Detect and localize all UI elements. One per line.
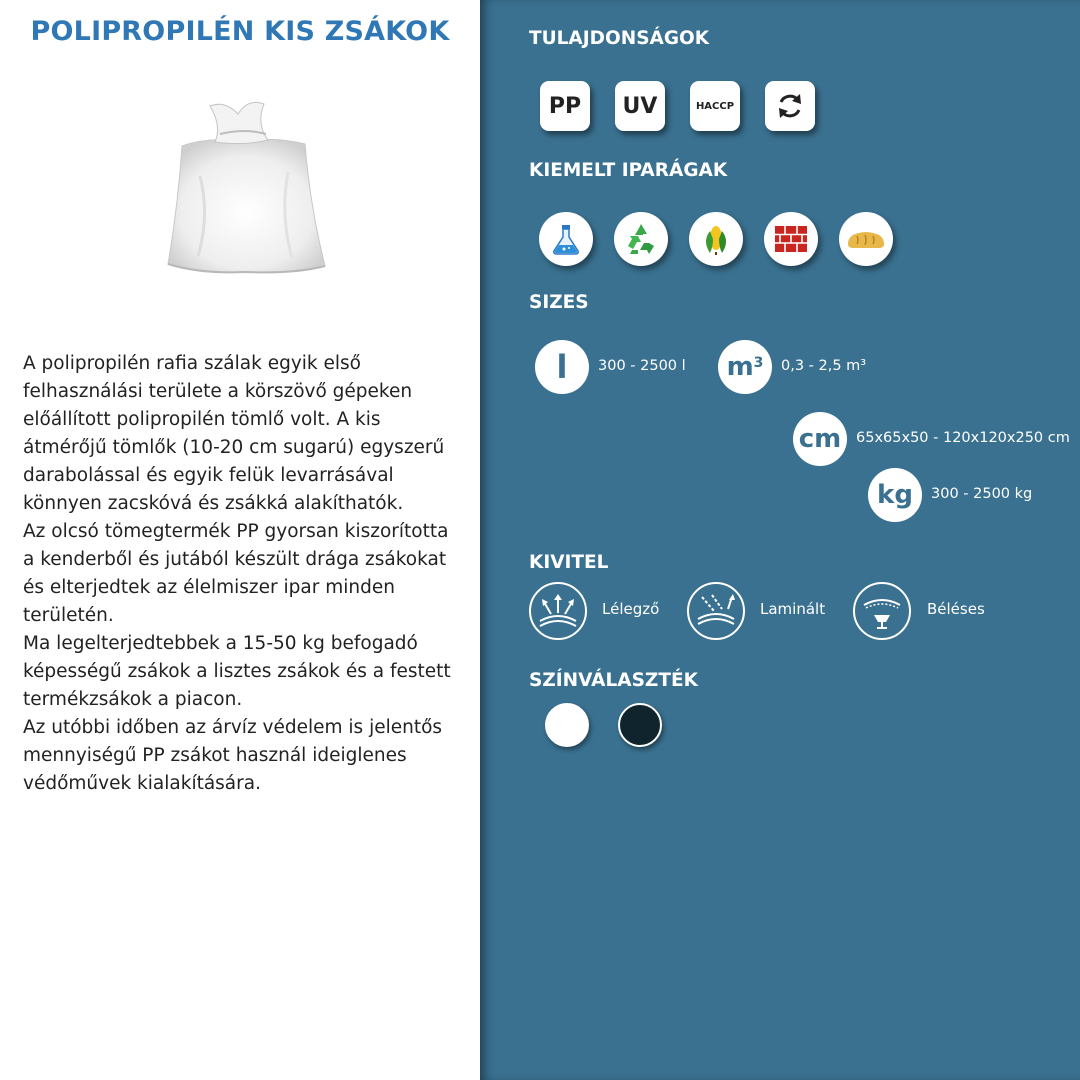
size-volume-label: 0,3 - 2,5 m³ [781,358,867,374]
chemistry-flask-icon [539,212,593,266]
liter-icon: l [535,340,589,394]
centimeter-icon: cm [793,412,847,466]
product-title: POLIPROPILÉN KIS ZSÁKOK [30,16,450,47]
lined-icon [853,582,911,640]
finish-heading: KIVITEL [529,552,609,573]
laminated-icon [687,582,745,640]
bag-icon [160,96,330,278]
haccp-icon: HACCP [690,81,740,131]
color-swatch-white[interactable] [545,703,589,747]
cubic-meter-icon: m $^3$ [718,340,772,394]
industries-heading: KIEMELT IPARÁGAK [529,160,728,181]
product-info-panel [0,0,480,1080]
sizes-heading: SIZES [529,292,589,313]
bread-icon [839,212,893,266]
pp-icon: PP [540,81,590,131]
properties-heading: TULAJDONSÁGOK [529,28,710,49]
brick-wall-icon [764,212,818,266]
finish-lined-label: Béléses [927,600,985,618]
finish-laminated-label: Laminált [760,600,826,618]
finish-breathable-label: Lélegző [602,600,660,618]
specifications-panel [480,0,1080,1080]
color-swatch-dark[interactable] [618,703,662,747]
uv-icon: UV [615,81,665,131]
breathable-icon [529,582,587,640]
size-liter-label: 300 - 2500 l [598,358,686,374]
size-weight-label: 300 - 2500 kg [931,486,1033,502]
recycle-arrows-icon [765,81,815,131]
product-description: A polipropilén rafia szálak egyik első felhasználási területe a körszövő gépeken előállított polipropilén tömlő volt. A kis átmérőjű tömlők (10-20 cm sugarú) egyszerű darabolással és egyik felük levarrásával könnyen zacskóvá és zsákká alakíthatók. Az olcsó tömegtermék PP gyorsan kiszorította a kenderből és jutából készült drága zsákokat és elterjedtek az élelmiszer ipar minden területén. Ma legelterjedtebbek a 15-50 kg befogadó képességű zsákok a lisztes zsákok és a festett termékzsákok a piacon. Az utóbbi időben az árvíz védelem is jelentős mennyiségű PP zsákot használ ideiglenes védőművek kialakítására. [23,353,451,794]
corn-icon [689,212,743,266]
colors-heading: SZÍNVÁLASZTÉK [529,670,698,691]
size-dimensions-label: 65x65x50 - 120x120x250 cm [856,430,1070,446]
kilogram-icon: kg [868,468,922,522]
recycling-icon [614,212,668,266]
